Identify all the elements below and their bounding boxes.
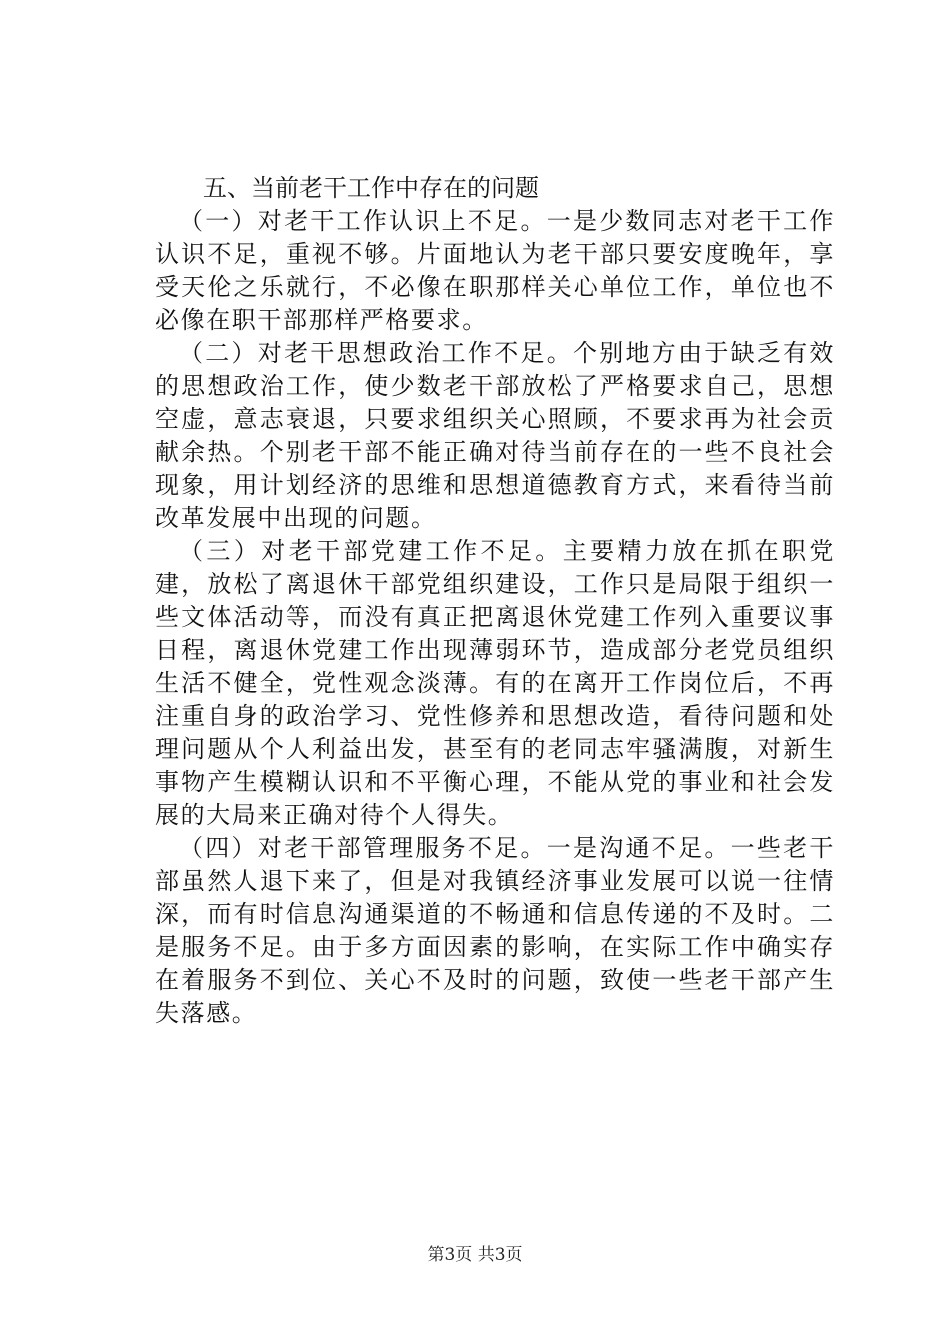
page-footer: 第3页 共3页 [427,1245,523,1265]
document-body [155,172,835,1030]
paragraph-3: （三）对老干部党建工作不足。主要精力放在抓在职党建，放松了离退休干部党组织建设，工作只是局限于组织一些文体活动等，而没有真正把离退休党建工作列入重要议事日程，离退休党建工作出现薄弱环节，造成部分老党员组织生活不健全，党性观念淡薄。有的在离开工作岗位后，不再注重自身的政治学习、党性修养和思想改造，看待问题和处理问题从个人利益出发，甚至有的老同志牢骚满腹，对新生事物产生模糊认识和不平衡心理，不能从党的事业和社会发展的大局来正确对待个人得失。 [155,537,835,829]
paragraph-4: （四）对老干部管理服务不足。一是沟通不足。一些老干部虽然人退下来了，但是对我镇经济事业发展可以说一往情深，而有时信息沟通渠道的不畅通和信息传递的不及时。二是服务不足。由于多方面因素的影响，在实际工作中确实存在着服务不到位、关心不及时的问题，致使一些老干部产生失落感。 [155,834,835,1027]
paragraph-1: （一）对老干工作认识上不足。一是少数同志对老干工作认识不足，重视不够。片面地认为老干部只要安度晚年，享受天伦之乐就行，不必像在职那样关心单位工作，单位也不必像在职干部那样严格要求。 [155,207,835,334]
paragraph-2: （二）对老干思想政治工作不足。个别地方由于缺乏有效的思想政治工作，使少数老干部放松了严格要求自己，思想空虚，意志衰退，只要求组织关心照顾，不要求再为社会贡献余热。个别老干部不能正确对待当前存在的一些不良社会现象，用计划经济的思维和思想道德教育方式，来看待当前改革发展中出现的问题。 [155,339,835,532]
section-heading: 五、当前老干工作中存在的问题 [203,174,539,202]
